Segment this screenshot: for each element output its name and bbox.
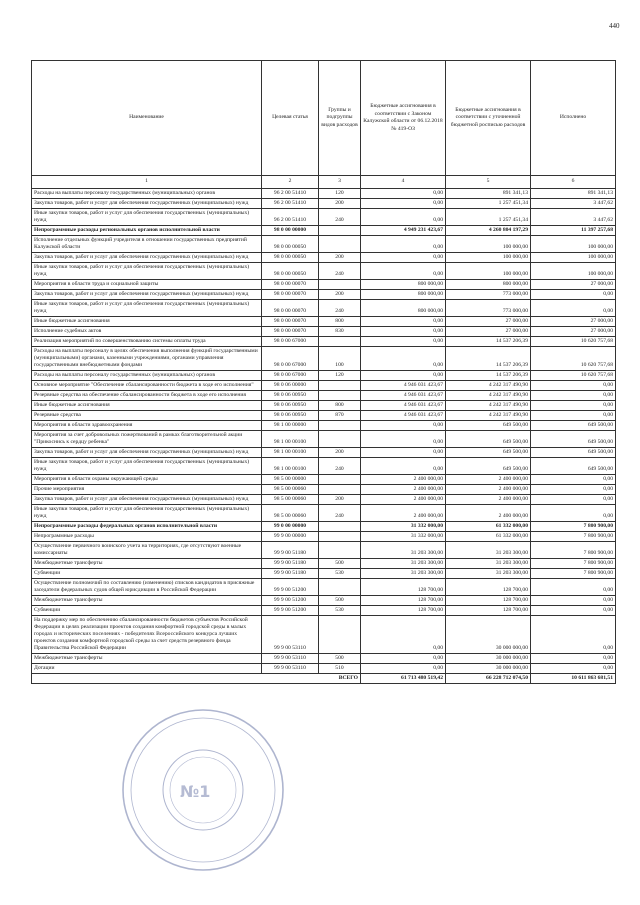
- row-law-allocation: 0,00: [361, 189, 446, 199]
- row-name: Субвенции: [32, 606, 262, 616]
- row-executed: 649 500,00: [531, 431, 616, 448]
- row-updated-allocation: 649 500,00: [446, 448, 531, 458]
- total-label: ВСЕГО: [262, 674, 361, 684]
- header-target-article: Целевая статья: [262, 61, 319, 176]
- row-updated-allocation: 31 203 300,00: [446, 559, 531, 569]
- row-executed: 7 800 900,00: [531, 542, 616, 559]
- row-name: Дотации: [32, 664, 262, 674]
- row-law-allocation: 0,00: [361, 347, 446, 371]
- row-name: Закупка товаров, работ и услуг для обеспечения государственных (муниципальных) нужд: [32, 448, 262, 458]
- column-number: 2: [262, 176, 319, 189]
- row-executed: 27 000,00: [531, 327, 616, 337]
- row-expense-group: 510: [319, 664, 361, 674]
- row-law-allocation: 4 946 031 423,67: [361, 381, 446, 391]
- row-name: Мероприятия в области здравоохранения: [32, 421, 262, 431]
- row-law-allocation: 0,00: [361, 327, 446, 337]
- row-executed: 0,00: [531, 654, 616, 664]
- row-updated-allocation: 14 537 206,39: [446, 337, 531, 347]
- row-executed: 0,00: [531, 290, 616, 300]
- row-updated-allocation: 649 500,00: [446, 421, 531, 431]
- table-row: [32, 300, 616, 317]
- row-updated-allocation: 30 000 000,00: [446, 664, 531, 674]
- row-target-article: 98 1 00 00100: [262, 458, 319, 475]
- row-target-article: 99 9 00 00000: [262, 532, 319, 542]
- row-target-article: 99 9 00 51200: [262, 596, 319, 606]
- row-updated-allocation: 27 000,00: [446, 327, 531, 337]
- row-expense-group: [319, 391, 361, 401]
- row-executed: 0,00: [531, 485, 616, 495]
- row-updated-allocation: 31 203 300,00: [446, 542, 531, 559]
- row-name: Расходы на выплаты персоналу государственных (муниципальных) органов: [32, 371, 262, 381]
- row-target-article: 98 0 00 00050: [262, 236, 319, 253]
- row-target-article: 98 0 00 00070: [262, 280, 319, 290]
- row-law-allocation: 2 400 000,00: [361, 485, 446, 495]
- page-number: 440: [609, 22, 620, 30]
- row-executed: 0,00: [531, 579, 616, 596]
- row-executed: 0,00: [531, 411, 616, 421]
- row-target-article: 99 9 00 53110: [262, 654, 319, 664]
- table-row: [32, 371, 616, 381]
- table-row: [32, 616, 616, 654]
- budget-table: [31, 60, 616, 684]
- table-row: [32, 596, 616, 606]
- row-name: Иные бюджетные ассигнования: [32, 401, 262, 411]
- row-expense-group: [319, 421, 361, 431]
- row-target-article: 98 0 00 00000: [262, 226, 319, 236]
- row-updated-allocation: 2 400 000,00: [446, 505, 531, 522]
- row-executed: 3 447,62: [531, 199, 616, 209]
- column-number: 3: [319, 176, 361, 189]
- row-name: На поддержку мер по обеспечению сбалансированности бюджетов субъектов Российской Федерации в целях реализации проектов создания комфортной городской среды в малых городах и исторических поселениях - победителях Всероссийского конкурса лучших проектов создания комфортной городской среды за счет средств резервного фонда Правительства Российской Федерации: [32, 616, 262, 654]
- row-executed: 10 620 757,68: [531, 347, 616, 371]
- total-law: 61 713 480 519,42: [361, 674, 446, 684]
- row-expense-group: 240: [319, 209, 361, 226]
- row-name: Непрограммные расходы региональных органов исполнительной власти: [32, 226, 262, 236]
- row-name: Осуществление первичного воинского учета на территориях, где отсутствуют военные комиссариаты: [32, 542, 262, 559]
- row-expense-group: 830: [319, 327, 361, 337]
- row-updated-allocation: 100 000,00: [446, 263, 531, 280]
- row-updated-allocation: 4 242 317 490,90: [446, 381, 531, 391]
- row-target-article: 98 0 06 00950: [262, 401, 319, 411]
- row-law-allocation: 0,00: [361, 458, 446, 475]
- row-executed: 100 000,00: [531, 253, 616, 263]
- official-seal-stamp: [118, 705, 288, 875]
- row-name: Прочие мероприятия: [32, 485, 262, 495]
- row-executed: 27 000,00: [531, 280, 616, 290]
- row-law-allocation: 0,00: [361, 263, 446, 280]
- table-row: [32, 411, 616, 421]
- row-updated-allocation: 2 400 000,00: [446, 475, 531, 485]
- row-law-allocation: 800 000,00: [361, 280, 446, 290]
- row-expense-group: 240: [319, 458, 361, 475]
- table-row: [32, 569, 616, 579]
- row-expense-group: [319, 280, 361, 290]
- row-expense-group: 120: [319, 189, 361, 199]
- row-name: Мероприятия в области труда и социальной защиты: [32, 280, 262, 290]
- total-updated: 66 228 712 074,50: [446, 674, 531, 684]
- row-law-allocation: 0,00: [361, 236, 446, 253]
- row-target-article: 98 1 00 00100: [262, 448, 319, 458]
- row-law-allocation: 2 400 000,00: [361, 505, 446, 522]
- row-target-article: 99 9 00 51180: [262, 559, 319, 569]
- row-executed: 10 620 757,68: [531, 371, 616, 381]
- row-target-article: 98 0 06 00950: [262, 391, 319, 401]
- row-target-article: 98 0 00 00070: [262, 327, 319, 337]
- table-row: [32, 522, 616, 532]
- row-law-allocation: 0,00: [361, 371, 446, 381]
- row-updated-allocation: 2 400 000,00: [446, 495, 531, 505]
- row-name: Иные закупки товаров, работ и услуг для обеспечения государственных (муниципальных) нужд: [32, 505, 262, 522]
- row-updated-allocation: 128 700,00: [446, 579, 531, 596]
- row-law-allocation: 0,00: [361, 421, 446, 431]
- row-updated-allocation: 14 537 206,39: [446, 371, 531, 381]
- total-spacer: [32, 674, 262, 684]
- table-row: [32, 263, 616, 280]
- row-target-article: 99 9 00 51180: [262, 569, 319, 579]
- table-row: [32, 391, 616, 401]
- row-name: Реализация мероприятий по совершенствованию системы оплаты труда: [32, 337, 262, 347]
- row-name: Основное мероприятие "Обеспечение сбалансированности бюджета в ходе его исполнения": [32, 381, 262, 391]
- row-name: Исполнение отдельных функций учредителя в отношении государственных предприятий Калужской области: [32, 236, 262, 253]
- table-row: [32, 226, 616, 236]
- header-updated-allocations: Бюджетные ассигнования в соответствии с уточненной бюджетной росписью расходов: [446, 61, 531, 176]
- row-expense-group: [319, 226, 361, 236]
- row-law-allocation: 128 700,00: [361, 606, 446, 616]
- row-updated-allocation: 4 242 317 490,90: [446, 411, 531, 421]
- table-row: [32, 327, 616, 337]
- row-executed: 100 000,00: [531, 236, 616, 253]
- column-number: 6: [531, 176, 616, 189]
- row-name: Иные закупки товаров, работ и услуг для обеспечения государственных (муниципальных) нужд: [32, 263, 262, 280]
- row-target-article: 98 0 00 00070: [262, 300, 319, 317]
- row-expense-group: 500: [319, 596, 361, 606]
- row-expense-group: [319, 542, 361, 559]
- total-executed: 10 611 863 681,51: [531, 674, 616, 684]
- row-target-article: 98 0 00 00070: [262, 290, 319, 300]
- table-row: [32, 381, 616, 391]
- row-executed: 649 500,00: [531, 448, 616, 458]
- header-expense-group: Группы и подгруппы видов расходов: [319, 61, 361, 176]
- table-row: [32, 337, 616, 347]
- row-law-allocation: 0,00: [361, 431, 446, 448]
- row-updated-allocation: 27 000,00: [446, 317, 531, 327]
- row-name: Расходы на выплаты персоналу государственных (муниципальных) органов: [32, 189, 262, 199]
- row-updated-allocation: 2 400 000,00: [446, 485, 531, 495]
- row-name: Мероприятия в области охраны окружающей среды: [32, 475, 262, 485]
- row-target-article: 98 0 00 00050: [262, 263, 319, 280]
- header-executed: Исполнено: [531, 61, 616, 176]
- table-row: [32, 421, 616, 431]
- row-law-allocation: 0,00: [361, 317, 446, 327]
- column-number-row: [32, 176, 616, 189]
- row-executed: 3 447,62: [531, 209, 616, 226]
- row-law-allocation: 4 946 031 423,67: [361, 401, 446, 411]
- row-executed: 0,00: [531, 391, 616, 401]
- row-law-allocation: 0,00: [361, 199, 446, 209]
- row-executed: 7 800 900,00: [531, 559, 616, 569]
- column-number: 1: [32, 176, 262, 189]
- table-row: [32, 458, 616, 475]
- row-updated-allocation: 773 000,00: [446, 290, 531, 300]
- svg-text:№1: №1: [180, 782, 211, 801]
- row-target-article: 99 9 00 53110: [262, 616, 319, 654]
- row-expense-group: 200: [319, 448, 361, 458]
- row-name: Резервные средства: [32, 411, 262, 421]
- row-updated-allocation: 4 242 317 490,90: [446, 401, 531, 411]
- row-target-article: 98 0 00 00050: [262, 253, 319, 263]
- row-updated-allocation: 61 332 000,00: [446, 522, 531, 532]
- row-name: Субвенции: [32, 569, 262, 579]
- column-number: 4: [361, 176, 446, 189]
- table-row: [32, 664, 616, 674]
- row-target-article: 98 5 00 00060: [262, 505, 319, 522]
- row-executed: 27 000,00: [531, 317, 616, 327]
- row-law-allocation: 128 700,00: [361, 596, 446, 606]
- row-updated-allocation: 649 500,00: [446, 431, 531, 448]
- row-target-article: 98 5 00 00060: [262, 485, 319, 495]
- row-target-article: 96 2 00 51410: [262, 189, 319, 199]
- row-expense-group: 200: [319, 495, 361, 505]
- row-executed: 0,00: [531, 664, 616, 674]
- row-law-allocation: 2 400 000,00: [361, 495, 446, 505]
- row-expense-group: [319, 475, 361, 485]
- row-updated-allocation: 30 000 000,00: [446, 654, 531, 664]
- total-row: [32, 674, 616, 684]
- row-expense-group: 500: [319, 654, 361, 664]
- row-expense-group: [319, 579, 361, 596]
- row-name: Межбюджетные трансферты: [32, 559, 262, 569]
- table-row: [32, 431, 616, 448]
- row-target-article: 99 9 00 51200: [262, 606, 319, 616]
- row-target-article: 96 2 00 51410: [262, 209, 319, 226]
- row-target-article: 98 1 00 00000: [262, 421, 319, 431]
- table-row: [32, 253, 616, 263]
- row-expense-group: 200: [319, 253, 361, 263]
- row-name: Резервные средства на обеспечение сбалансированности бюджета в ходе его исполнения: [32, 391, 262, 401]
- row-law-allocation: 0,00: [361, 448, 446, 458]
- row-law-allocation: 800 000,00: [361, 290, 446, 300]
- row-target-article: 98 0 00 67000: [262, 371, 319, 381]
- row-executed: 649 500,00: [531, 421, 616, 431]
- row-updated-allocation: 100 000,00: [446, 236, 531, 253]
- row-executed: 0,00: [531, 495, 616, 505]
- row-law-allocation: 800 000,00: [361, 300, 446, 317]
- row-law-allocation: 2 400 000,00: [361, 475, 446, 485]
- row-expense-group: [319, 381, 361, 391]
- row-target-article: 98 0 00 67000: [262, 347, 319, 371]
- row-updated-allocation: 1 257 451,34: [446, 209, 531, 226]
- row-target-article: 99 0 00 00000: [262, 522, 319, 532]
- row-updated-allocation: 31 203 300,00: [446, 569, 531, 579]
- row-expense-group: 800: [319, 317, 361, 327]
- row-executed: 10 620 757,68: [531, 337, 616, 347]
- row-updated-allocation: 4 260 804 197,29: [446, 226, 531, 236]
- row-law-allocation: 31 203 300,00: [361, 569, 446, 579]
- row-expense-group: [319, 337, 361, 347]
- table-row: [32, 189, 616, 199]
- row-law-allocation: 31 203 300,00: [361, 542, 446, 559]
- row-executed: 891 341,13: [531, 189, 616, 199]
- row-law-allocation: 31 332 000,00: [361, 532, 446, 542]
- row-target-article: 99 9 00 53110: [262, 664, 319, 674]
- row-expense-group: 100: [319, 347, 361, 371]
- table-header-row: [32, 61, 616, 176]
- row-expense-group: [319, 236, 361, 253]
- row-expense-group: 240: [319, 263, 361, 280]
- row-executed: 0,00: [531, 381, 616, 391]
- row-name: Иные бюджетные ассигнования: [32, 317, 262, 327]
- row-expense-group: [319, 532, 361, 542]
- row-law-allocation: 0,00: [361, 616, 446, 654]
- table-row: [32, 401, 616, 411]
- row-law-allocation: 31 332 000,00: [361, 522, 446, 532]
- row-target-article: 98 0 00 00070: [262, 317, 319, 327]
- row-updated-allocation: 773 000,00: [446, 300, 531, 317]
- row-law-allocation: 0,00: [361, 337, 446, 347]
- row-name: Исполнение судебных актов: [32, 327, 262, 337]
- row-expense-group: [319, 485, 361, 495]
- row-name: Закупка товаров, работ и услуг для обеспечения государственных (муниципальных) нужд: [32, 290, 262, 300]
- row-target-article: 98 1 00 00100: [262, 431, 319, 448]
- table-row: [32, 347, 616, 371]
- header-law-allocations: Бюджетные ассигнования в соответствии с Законом Калужской области от 06.12.2018 № 419-ОЗ: [361, 61, 446, 176]
- row-target-article: 98 0 00 67000: [262, 337, 319, 347]
- row-target-article: 98 0 06 00950: [262, 411, 319, 421]
- row-expense-group: 200: [319, 199, 361, 209]
- row-name: Непрограммные расходы федеральных органов исполнительной власти: [32, 522, 262, 532]
- row-target-article: 99 9 00 51180: [262, 542, 319, 559]
- table-row: [32, 448, 616, 458]
- row-expense-group: [319, 522, 361, 532]
- table-row: [32, 290, 616, 300]
- row-expense-group: 530: [319, 606, 361, 616]
- row-updated-allocation: 128 700,00: [446, 606, 531, 616]
- row-name: Закупка товаров, работ и услуг для обеспечения государственных (муниципальных) нужд: [32, 199, 262, 209]
- row-name: Осуществление полномочий по составлению (изменению) списков кандидатов в присяжные заседатели федеральных судов общей юрисдикции в Российской Федерации: [32, 579, 262, 596]
- row-updated-allocation: 14 537 206,39: [446, 347, 531, 371]
- header-name: Наименование: [32, 61, 262, 176]
- column-number: 5: [446, 176, 531, 189]
- row-expense-group: 200: [319, 290, 361, 300]
- row-law-allocation: 0,00: [361, 253, 446, 263]
- row-executed: 0,00: [531, 300, 616, 317]
- row-law-allocation: 0,00: [361, 209, 446, 226]
- row-executed: 0,00: [531, 475, 616, 485]
- table-row: [32, 606, 616, 616]
- row-executed: 649 500,00: [531, 458, 616, 475]
- row-law-allocation: 4 946 031 423,67: [361, 411, 446, 421]
- row-target-article: 98 0 06 00000: [262, 381, 319, 391]
- row-expense-group: 240: [319, 505, 361, 522]
- row-name: Закупка товаров, работ и услуг для обеспечения государственных (муниципальных) нужд: [32, 253, 262, 263]
- row-expense-group: 240: [319, 300, 361, 317]
- table-row: [32, 485, 616, 495]
- row-name: Иные закупки товаров, работ и услуг для обеспечения государственных (муниципальных) нужд: [32, 300, 262, 317]
- row-law-allocation: 31 203 300,00: [361, 559, 446, 569]
- row-target-article: 98 5 00 00000: [262, 475, 319, 485]
- row-updated-allocation: 30 000 000,00: [446, 616, 531, 654]
- row-name: Непрограммные расходы: [32, 532, 262, 542]
- table-row: [32, 236, 616, 253]
- row-executed: 0,00: [531, 616, 616, 654]
- row-updated-allocation: 100 000,00: [446, 253, 531, 263]
- table-row: [32, 654, 616, 664]
- row-expense-group: 800: [319, 401, 361, 411]
- row-executed: 0,00: [531, 596, 616, 606]
- row-updated-allocation: 128 700,00: [446, 596, 531, 606]
- row-executed: 0,00: [531, 505, 616, 522]
- row-updated-allocation: 61 332 000,00: [446, 532, 531, 542]
- table-row: [32, 317, 616, 327]
- row-name: Закупка товаров, работ и услуг для обеспечения государственных (муниципальных) нужд: [32, 495, 262, 505]
- table-body: [32, 189, 616, 674]
- row-executed: 11 397 257,68: [531, 226, 616, 236]
- row-name: Иные закупки товаров, работ и услуг для обеспечения государственных (муниципальных) нужд: [32, 458, 262, 475]
- row-updated-allocation: 1 257 451,34: [446, 199, 531, 209]
- table-row: [32, 542, 616, 559]
- table-row: [32, 559, 616, 569]
- row-executed: 0,00: [531, 401, 616, 411]
- table-row: [32, 579, 616, 596]
- table-row: [32, 280, 616, 290]
- row-executed: 100 000,00: [531, 263, 616, 280]
- row-updated-allocation: 649 500,00: [446, 458, 531, 475]
- row-law-allocation: 0,00: [361, 664, 446, 674]
- row-name: Межбюджетные трансферты: [32, 654, 262, 664]
- table-row: [32, 532, 616, 542]
- row-name: Расходы на выплаты персоналу в целях обеспечения выполнения функций государственными (муниципальными) органами, казенными учреждениями, органами управления государственными внебюджетными фондами: [32, 347, 262, 371]
- row-name: Иные закупки товаров, работ и услуг для обеспечения государственных (муниципальных) нужд: [32, 209, 262, 226]
- table-row: [32, 505, 616, 522]
- table-row: [32, 209, 616, 226]
- row-name: Межбюджетные трансферты: [32, 596, 262, 606]
- row-law-allocation: 128 700,00: [361, 579, 446, 596]
- table-row: [32, 495, 616, 505]
- row-law-allocation: 4 946 031 423,67: [361, 391, 446, 401]
- row-executed: 7 800 900,00: [531, 522, 616, 532]
- row-expense-group: 500: [319, 559, 361, 569]
- row-updated-allocation: 891 341,13: [446, 189, 531, 199]
- table-row: [32, 475, 616, 485]
- row-expense-group: 120: [319, 371, 361, 381]
- row-executed: 7 800 900,00: [531, 569, 616, 579]
- row-law-allocation: 4 949 231 423,67: [361, 226, 446, 236]
- row-expense-group: 530: [319, 569, 361, 579]
- row-target-article: 98 5 00 00060: [262, 495, 319, 505]
- row-target-article: 96 2 00 51410: [262, 199, 319, 209]
- row-executed: 0,00: [531, 606, 616, 616]
- row-executed: 7 800 900,00: [531, 532, 616, 542]
- table-row: [32, 199, 616, 209]
- row-updated-allocation: 800 000,00: [446, 280, 531, 290]
- row-target-article: 99 9 00 51200: [262, 579, 319, 596]
- row-expense-group: [319, 431, 361, 448]
- row-law-allocation: 0,00: [361, 654, 446, 664]
- row-expense-group: 870: [319, 411, 361, 421]
- row-updated-allocation: 4 242 317 490,90: [446, 391, 531, 401]
- row-expense-group: [319, 616, 361, 654]
- row-name: Мероприятия за счет добровольных пожертвований в рамках благотворительной акции "Прикоснись к сердцу ребенка": [32, 431, 262, 448]
